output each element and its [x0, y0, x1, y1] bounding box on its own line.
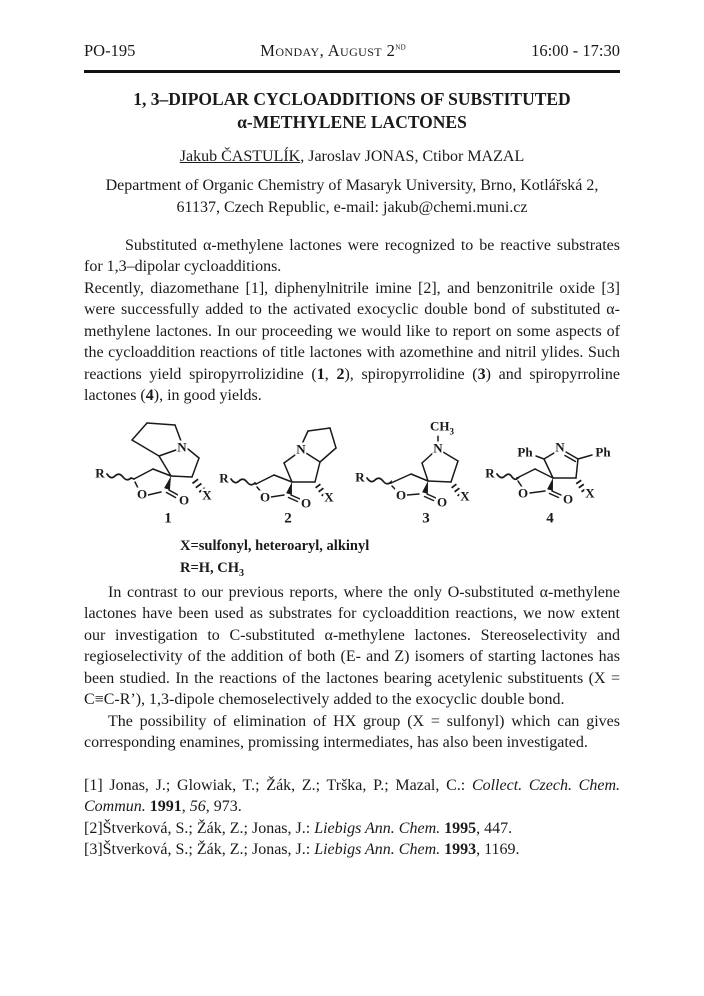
- ref1-authors: [1] Jonas, J.; Glowiak, T.; Žák, Z.; Trška, P.; Mazal, C.:: [84, 776, 472, 794]
- nitrogen-label: N: [555, 439, 565, 455]
- wavy-bond-r: [497, 474, 518, 479]
- wavy-bond-r: [231, 479, 256, 485]
- wedge-bond: [422, 481, 428, 494]
- figure-caption: [180, 535, 620, 582]
- session-date: [260, 40, 406, 62]
- ref3-year: 1993: [444, 841, 477, 859]
- nitrogen-label: N: [177, 439, 187, 455]
- phenyl-right-label: Ph: [595, 444, 611, 460]
- reference-1: [84, 775, 620, 818]
- skeleton-bonds: [367, 435, 458, 501]
- structure-1: [92, 416, 217, 528]
- session-date-ordinal: nd: [395, 41, 407, 53]
- ref1-journal: Collect. Czech. Chem. Commun.: [84, 776, 621, 816]
- carbonyl-oxygen-label: O: [562, 491, 574, 507]
- ref1-sep2: ,: [181, 798, 190, 816]
- author-presenting: Jakub ČASTULÍK: [179, 147, 301, 165]
- paragraph-2: [84, 278, 620, 407]
- n-methyl-text: CH: [430, 418, 450, 434]
- affiliation: [84, 175, 620, 217]
- wavy-bond-r: [107, 474, 134, 480]
- header-rule: [84, 70, 620, 73]
- title-line-1: 1, 3–DIPOLAR CYCLOADDITIONS OF SUBSTITUTED: [133, 88, 571, 109]
- r-definition-subscript: 3: [239, 568, 245, 580]
- wedge-bond: [547, 478, 553, 491]
- n-methyl-subscript: 3: [449, 426, 454, 437]
- ref2-authors: [2]Štverková, S.; Žák, Z.; Jonas, J.:: [84, 819, 315, 837]
- r-definition: [180, 557, 620, 581]
- structure-2: [214, 416, 344, 528]
- nitrogen-label: N: [296, 441, 306, 457]
- session-day: Monday, August 2: [260, 41, 396, 60]
- paragraph-4: The possibility of elimination of HX group (X = sulfonyl) which can gives corresponding enamines, promissing intermediates, has also been investigated.: [84, 712, 620, 752]
- wavy-bond-r: [367, 478, 391, 484]
- r-label: R: [219, 470, 229, 486]
- x-label: X: [202, 487, 212, 503]
- compound-number: 1: [164, 510, 172, 527]
- compound-number-ref-3: 3: [477, 365, 486, 383]
- reference-3: [84, 839, 620, 861]
- p2-seg-5: ), in good yields.: [153, 387, 262, 405]
- x-label: X: [460, 488, 470, 504]
- affiliation-line-2: 61137, Czech Republic, e-mail: jakub@chemi.muni.cz: [176, 198, 528, 216]
- wedge-bond: [164, 476, 171, 490]
- reference-2: [84, 818, 620, 840]
- carbonyl-oxygen-label: O: [436, 494, 448, 510]
- phenyl-left-label: Ph: [517, 444, 533, 460]
- compound-number: 3: [422, 510, 430, 527]
- x-label: X: [585, 485, 595, 501]
- structure-1-drawing: [92, 416, 217, 528]
- compound-number-ref-2: 2: [336, 365, 345, 383]
- paragraph-3: In contrast to our previous reports, where the only O-substituted α-methylene lactones have been used as substrates for cycloaddition reactions, we now extent our investigation to C-substituted α-methylene lactones. Stereoselectivity and regioselectivity of the addition of both (E- and Z) isomers of starting lactones has been studied. In the reactions of the lactones bearing acetylenic substituents (X = C≡C-R’), 1,3-dipole chemoselectively added to the exocyclic double bond.: [84, 583, 620, 709]
- session-code: PO-195: [84, 41, 136, 60]
- ring-oxygen-label: O: [517, 485, 529, 501]
- ref2-year: 1995: [444, 819, 477, 837]
- ring-oxygen-label: O: [259, 489, 271, 505]
- compound-number: 4: [546, 510, 554, 527]
- authors-others: , Jaroslav JONAS, Ctibor MAZAL: [300, 147, 525, 165]
- page-header: [84, 40, 620, 62]
- ring-oxygen-label: O: [136, 486, 148, 502]
- ref2-journal: Liebigs Ann. Chem.: [314, 819, 441, 837]
- structure-2-drawing: [214, 416, 344, 528]
- ref3-journal: Liebigs Ann. Chem.: [314, 841, 441, 859]
- p2-seg-4: ) and spiropyrroline lactones (: [84, 365, 621, 405]
- compound-number-ref-1: 1: [316, 365, 325, 383]
- compound-number-ref-4: 4: [145, 387, 154, 405]
- abstract-body: [84, 235, 620, 407]
- skeleton-bonds: [107, 423, 199, 502]
- session-time: 16:00 - 17:30: [531, 41, 620, 60]
- paper-title: [84, 88, 620, 134]
- wedge-bond: [286, 482, 292, 495]
- r-label: R: [355, 469, 365, 485]
- ref2-pages: , 447.: [476, 819, 513, 837]
- p2-seg-3: ), spiropyrrolidine (: [344, 365, 478, 383]
- p2-seg-1: Recently, diazomethane [1], diphenylnitrile imine [2], and benzonitrile oxide [3] were successfully added to the activated exocyclic double bond of substituted α-methylene lactones. In our proceeding we would like to report on some aspects of the cycloaddition reactions of title lactones with azomethine and nitril ylides. Such reactions yield spiropyrrolizidine (: [84, 279, 620, 383]
- references: [84, 775, 620, 861]
- n-methyl-label: [429, 420, 455, 437]
- phenyl-right-bond: [578, 455, 592, 459]
- ring-oxygen-label: O: [395, 487, 407, 503]
- ref3-authors: [3]Štverková, S.; Žák, Z.; Jonas, J.:: [84, 841, 315, 859]
- carbonyl-oxygen-label: O: [300, 495, 312, 511]
- phenyl-left-bond: [536, 456, 544, 459]
- title-line-2: α-METHYLENE LACTONES: [237, 111, 467, 132]
- scheme-figure: [84, 416, 620, 532]
- ref1-pages: , 973.: [205, 798, 242, 816]
- skeleton-bonds: [497, 452, 592, 501]
- r-label: R: [485, 465, 495, 481]
- structure-3: [351, 416, 481, 528]
- affiliation-line-1: Department of Organic Chemistry of Masaryk University, Brno, Kotlářská 2,: [105, 177, 599, 195]
- ref1-volume: 56: [189, 798, 206, 816]
- x-definition: X=sulfonyl, heteroaryl, alkinyl: [180, 537, 370, 554]
- p2-seg-2: ,: [324, 365, 337, 383]
- authors-line: [84, 146, 620, 168]
- ref3-pages: , 1169.: [476, 841, 520, 859]
- x-label: X: [324, 489, 334, 505]
- r-label: R: [95, 465, 105, 481]
- carbonyl-oxygen-label: O: [178, 492, 190, 508]
- compound-number: 2: [284, 510, 292, 527]
- ref1-year: 1991: [149, 798, 182, 816]
- structure-3-drawing: [351, 416, 481, 528]
- paragraph-1: Substituted α-methylene lactones were recognized to be reactive substrates for 1,3–dipolar cycloadditions.: [84, 236, 620, 276]
- r-definition-text: R=H, CH: [180, 560, 240, 577]
- structure-4: [480, 416, 620, 528]
- nitrogen-label: N: [433, 440, 443, 456]
